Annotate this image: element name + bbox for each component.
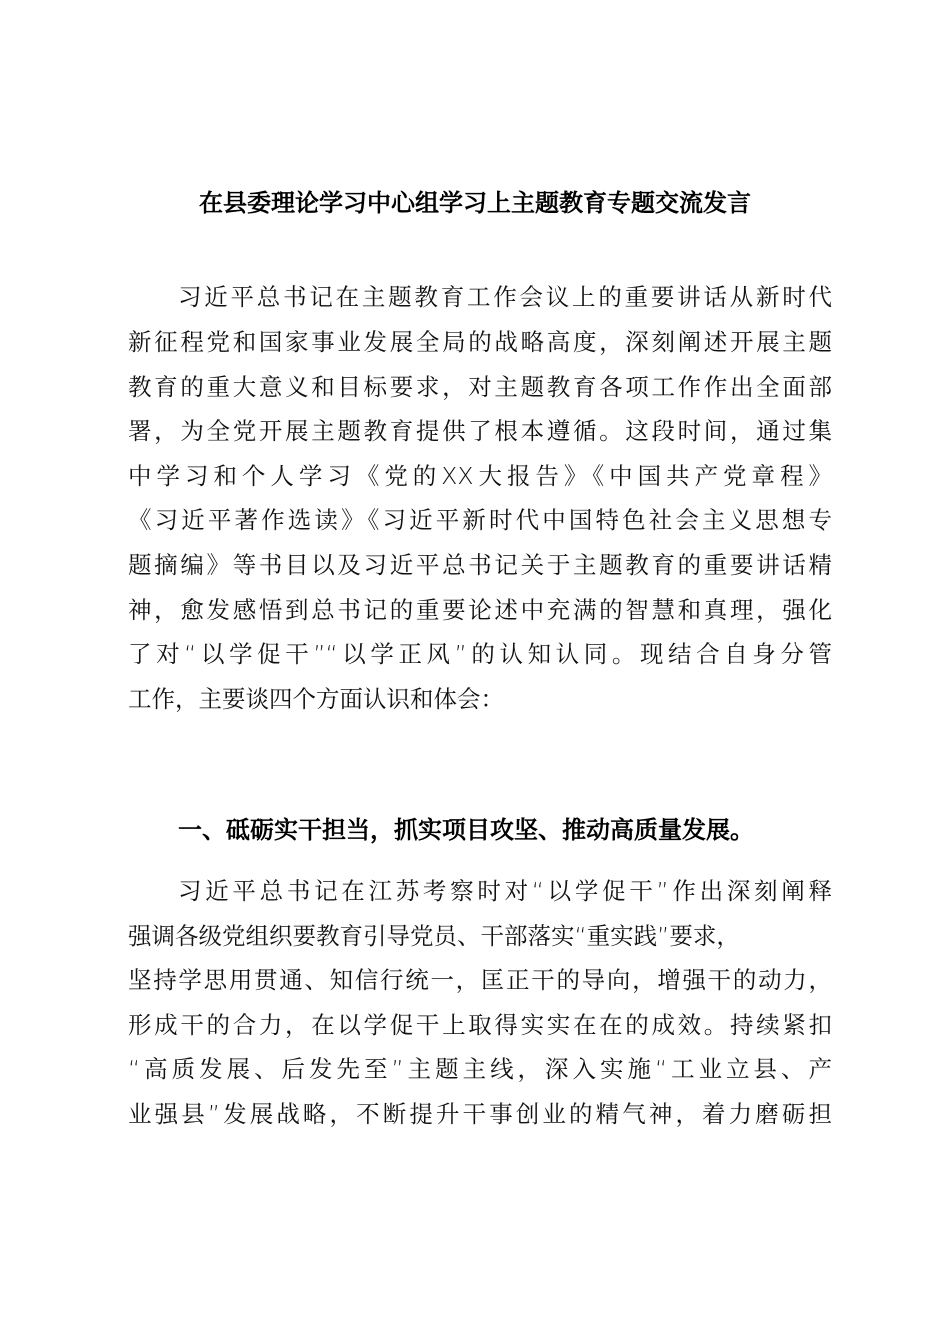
paragraph-line: 《习近平著作选读》《习近平新时代中国特色社会主义思想专 bbox=[128, 506, 832, 534]
section-heading: 一、砥砺实干担当，抓实项目攻坚、推动高质量发展。 bbox=[178, 816, 754, 844]
paragraph-line: 工作，主要谈四个方面认识和体会： bbox=[128, 685, 504, 713]
paragraph-line: 业强县”发展战略，不断提升干事创业的精气神，着力磨砺担 bbox=[128, 1100, 832, 1128]
paragraph-line: 署，为全党开展主题教育提供了根本遵循。这段时间，通过集 bbox=[128, 417, 832, 445]
paragraph-line: 习近平总书记在江苏考察时对“以学促干”作出深刻阐释 bbox=[178, 877, 832, 905]
paragraph-line: 新征程党和国家事业发展全局的战略高度，深刻阐述开展主题 bbox=[128, 328, 832, 356]
document-title: 在县委理论学习中心组学习上主题教育专题交流发言 bbox=[199, 188, 751, 217]
paragraph-line: 题摘编》等书目以及习近平总书记关于主题教育的重要讲话精 bbox=[128, 551, 832, 579]
paragraph-line: 神，愈发感悟到总书记的重要论述中充满的智慧和真理，强化 bbox=[128, 596, 832, 624]
paragraph-line: 了对“以学促干”“以学正风”的认知认同。现结合自身分管 bbox=[128, 640, 832, 668]
paragraph-line: 坚持学思用贯通、知信行统一，匡正干的导向，增强干的动力， bbox=[128, 966, 832, 994]
paragraph-line: 习近平总书记在主题教育工作会议上的重要讲话从新时代 bbox=[178, 283, 832, 311]
paragraph-line: 中学习和个人学习《党的XX大报告》《中国共产党章程》 bbox=[128, 462, 832, 490]
paragraph-line: 强调各级党组织要教育引导党员、干部落实“重实践”要求， bbox=[128, 922, 740, 950]
paragraph-line: 教育的重大意义和目标要求，对主题教育各项工作作出全面部 bbox=[128, 373, 832, 401]
paragraph-line: “高质发展、后发先至”主题主线，深入实施“工业立县、产 bbox=[128, 1055, 832, 1083]
paragraph-line: 形成干的合力，在以学促干上取得实实在在的成效。持续紧扣 bbox=[128, 1011, 832, 1039]
